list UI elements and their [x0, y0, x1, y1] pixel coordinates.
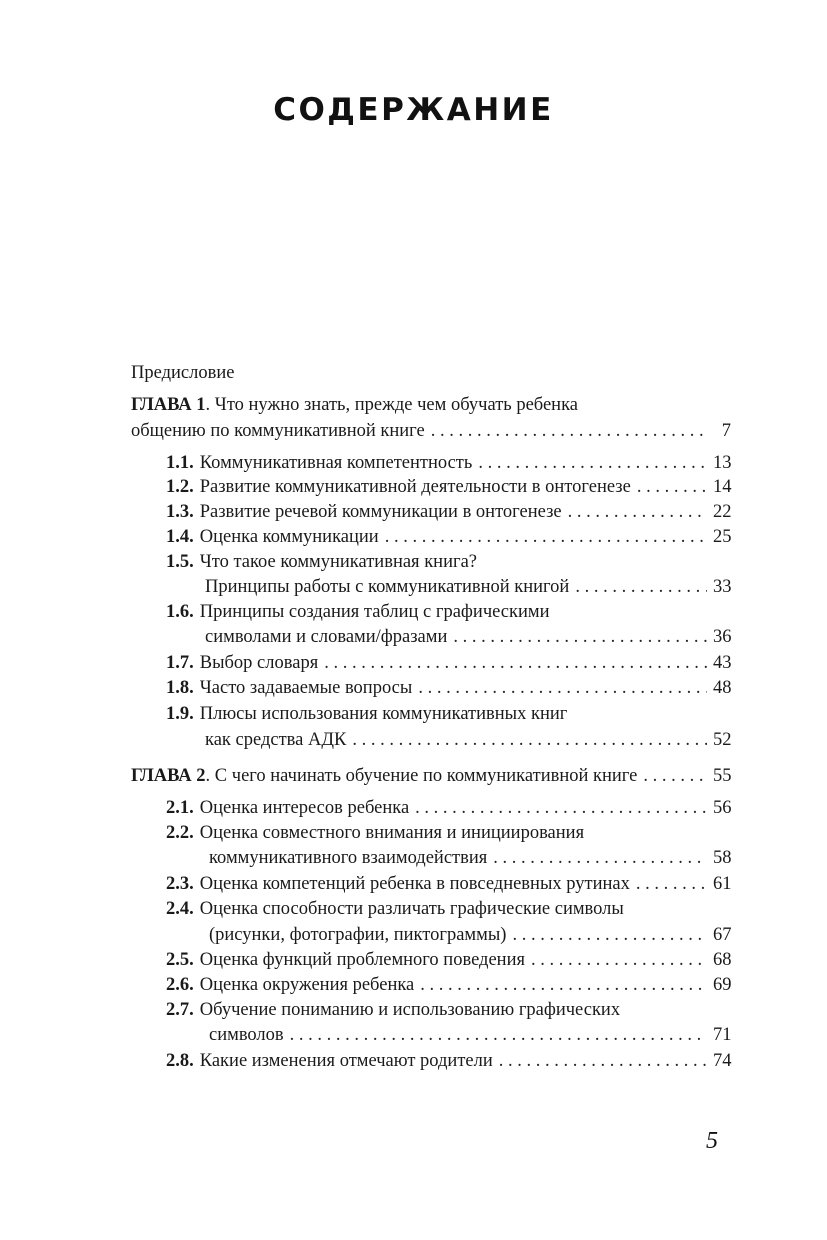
item-number: 2.2. [166, 823, 194, 843]
item-title: Оценка функций проблемного поведения [199, 950, 525, 970]
toc-item[interactable] [166, 650, 731, 676]
dot-leader [420, 972, 707, 998]
dot-leader [385, 524, 707, 550]
dot-leader [636, 871, 707, 897]
item-title: Что такое коммуникативная книга? [199, 552, 477, 572]
item-title: Оценка коммуникации [199, 527, 379, 547]
toc-item[interactable] [166, 997, 620, 1023]
page-number: 5 [706, 1128, 718, 1154]
item-page: 36 [713, 627, 732, 647]
item-page: 43 [713, 653, 732, 673]
toc-preface[interactable] [131, 360, 234, 386]
item-number: 1.4. [166, 527, 194, 547]
item-number: 2.8. [166, 1051, 194, 1071]
toc-item[interactable] [166, 820, 584, 846]
toc-item[interactable] [166, 947, 731, 973]
toc-item[interactable] [166, 474, 731, 500]
toc-chapter-1-title-end[interactable] [131, 418, 731, 444]
item-number: 2.3. [166, 874, 194, 894]
item-title-continuation: коммуникативного взаимодействия [209, 848, 488, 868]
dot-leader [290, 1022, 707, 1048]
item-number: 1.3. [166, 502, 194, 522]
item-title: Оценка способности различать графические символы [199, 899, 624, 919]
dot-leader [512, 922, 707, 948]
item-number: 1.1. [166, 453, 194, 473]
toc-item[interactable] [166, 871, 731, 897]
item-title: Какие изменения отмечают родители [199, 1051, 493, 1071]
page-title: СОДЕРЖАНИЕ [273, 92, 554, 128]
item-title: Оценка окружения ребенка [199, 975, 415, 995]
item-page: 52 [713, 730, 732, 750]
chapter-1-title-line-2: общению по коммуникативной книге [131, 421, 425, 441]
dot-leader [352, 727, 707, 753]
toc-chapter-2-heading[interactable] [131, 763, 731, 789]
toc-item[interactable] [166, 524, 731, 550]
item-page: 25 [713, 527, 732, 547]
item-number: 2.7. [166, 1000, 194, 1020]
dot-leader [531, 947, 707, 973]
item-number: 1.9. [166, 704, 194, 724]
chapter-2-title: . С чего начинать обучение по коммуникативной книге [205, 766, 638, 786]
item-title: Часто задаваемые вопросы [199, 678, 413, 698]
item-page: 14 [713, 477, 732, 497]
toc-chapter-1-heading[interactable] [131, 392, 578, 418]
dot-leader [478, 450, 707, 476]
dot-leader [453, 624, 707, 650]
item-number: 1.8. [166, 678, 194, 698]
item-title: Развитие речевой коммуникации в онтогенезе [199, 502, 562, 522]
toc-item[interactable] [166, 675, 731, 701]
item-title: Выбор словаря [199, 653, 319, 673]
item-page: 56 [713, 798, 732, 818]
item-title: Развитие коммуникативной деятельности в онтогенезе [199, 477, 631, 497]
item-title-continuation: символами и словами/фразами [205, 627, 448, 647]
dot-leader [643, 763, 707, 789]
item-title: Оценка совместного внимания и инициирования [199, 823, 585, 843]
item-page: 74 [713, 1051, 732, 1071]
item-title-continuation: как средства АДК [205, 730, 347, 750]
toc-item-continuation[interactable] [209, 922, 731, 948]
item-title: Плюсы использования коммуникативных книг [199, 704, 568, 724]
item-title: Оценка интересов ребенка [199, 798, 410, 818]
toc-preface-text: Предисловие [131, 363, 235, 383]
chapter-1-title-line-1: . Что нужно знать, прежде чем обучать ребенка [205, 395, 579, 415]
item-page: 48 [713, 678, 732, 698]
dot-leader [568, 499, 707, 525]
item-title: Коммуникативная компетентность [199, 453, 473, 473]
item-title-continuation: символов [209, 1025, 284, 1045]
toc-item[interactable] [166, 450, 731, 476]
toc-item[interactable] [166, 701, 567, 727]
chapter-1-page: 7 [721, 421, 731, 441]
toc-item[interactable] [166, 896, 624, 922]
item-page: 68 [713, 950, 732, 970]
dot-leader [418, 675, 707, 701]
dot-leader [324, 650, 707, 676]
item-number: 2.5. [166, 950, 194, 970]
dot-leader [499, 1048, 707, 1074]
toc-item[interactable] [166, 1048, 731, 1074]
item-page: 61 [713, 874, 732, 894]
item-title-continuation: Принципы работы с коммуникативной книгой [205, 577, 570, 597]
item-title-continuation: (рисунки, фотографии, пиктограммы) [209, 925, 507, 945]
toc-item-continuation[interactable] [205, 574, 731, 600]
item-page: 71 [713, 1025, 732, 1045]
chapter-2-page: 55 [713, 766, 732, 786]
chapter-2-label: ГЛАВА 2 [131, 766, 206, 786]
toc-item[interactable] [166, 795, 731, 821]
chapter-1-label: ГЛАВА 1 [131, 395, 206, 415]
dot-leader [431, 418, 707, 444]
item-number: 1.6. [166, 602, 194, 622]
item-page: 13 [713, 453, 732, 473]
toc-item[interactable] [166, 599, 550, 625]
dot-leader [637, 474, 707, 500]
item-number: 1.2. [166, 477, 194, 497]
item-page: 22 [713, 502, 732, 522]
item-number: 1.5. [166, 552, 194, 572]
toc-item-continuation[interactable] [209, 845, 731, 871]
item-page: 58 [713, 848, 732, 868]
item-number: 1.7. [166, 653, 194, 673]
toc-item-continuation[interactable] [205, 727, 731, 753]
item-page: 69 [713, 975, 732, 995]
item-title: Принципы создания таблиц с графическими [199, 602, 550, 622]
item-number: 2.4. [166, 899, 194, 919]
toc-item[interactable] [166, 549, 477, 575]
toc-item[interactable] [166, 972, 731, 998]
item-number: 2.6. [166, 975, 194, 995]
item-page: 67 [713, 925, 732, 945]
item-number: 2.1. [166, 798, 194, 818]
dot-leader [575, 574, 707, 600]
item-title: Обучение пониманию и использованию графических [199, 1000, 621, 1020]
item-title: Оценка компетенций ребенка в повседневных рутинах [199, 874, 630, 894]
dot-leader [493, 845, 707, 871]
toc-item-continuation[interactable] [209, 1022, 731, 1048]
toc-item-continuation[interactable] [205, 624, 731, 650]
toc-item[interactable] [166, 499, 731, 525]
item-page: 33 [713, 577, 732, 597]
dot-leader [415, 795, 707, 821]
